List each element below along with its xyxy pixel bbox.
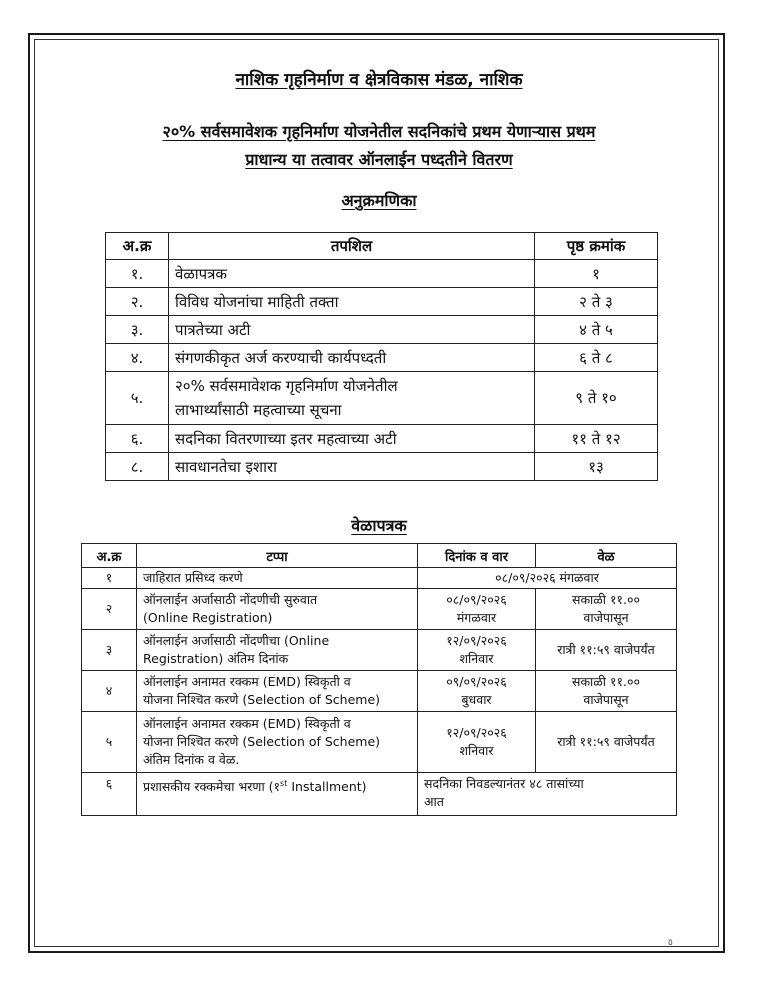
- schedule-header-no: अ.क्र: [82, 544, 137, 568]
- schedule-day: मंगळवार: [456, 610, 497, 625]
- schedule-date-time-line: आत: [424, 794, 444, 809]
- toc-detail: विविध योजनांचा माहिती तक्ता: [169, 288, 535, 316]
- schedule-time: [536, 671, 677, 712]
- schedule-date: [418, 671, 536, 712]
- schedule-date-value: ०९/०९/२०२६: [446, 674, 507, 689]
- schedule-step-line: अंतिम दिनांक व वेळ.: [143, 752, 240, 767]
- toc-page: ९ ते १०: [535, 372, 658, 425]
- schedule-no: ६: [82, 773, 137, 816]
- schedule-time-line: सकाळी ११.००: [572, 592, 640, 607]
- schedule-day: शनिवार: [459, 743, 494, 758]
- schedule-step-line: ऑनलाईन अर्जासाठी नोंदणीची सुरुवात: [143, 592, 318, 607]
- table-row: [106, 425, 658, 453]
- schedule-date: [418, 712, 536, 773]
- schedule-no: ५: [82, 712, 137, 773]
- table-row: [106, 260, 658, 288]
- schedule-step: [137, 589, 418, 630]
- schedule-date: [418, 589, 536, 630]
- schedule-step-line: ऑनलाईन अर्जासाठी नोंदणीचा (Online: [143, 633, 330, 648]
- table-row: [106, 316, 658, 344]
- toc-detail: वेळापत्रक: [169, 260, 535, 288]
- toc-header-row: [106, 233, 658, 260]
- toc-page: १३: [535, 453, 658, 481]
- schedule-no: ३: [82, 630, 137, 671]
- subtitle-line-1: २०% सर्वसमावेशक गृहनिर्माण योजनेतील सदनिकांचे प्रथम येणाऱ्यास प्रथम: [162, 122, 596, 141]
- schedule-step-line: योजना निश्चित करणे (Selection of Scheme): [143, 692, 381, 707]
- schedule-header-step: टप्पा: [137, 544, 418, 568]
- schedule-step-text: प्रशासकीय रक्कमेचा भरणा (१: [143, 779, 281, 795]
- table-row: [82, 589, 677, 630]
- toc-no: २.: [106, 288, 169, 316]
- schedule-no: २: [82, 589, 137, 630]
- toc-detail-line: लाभार्थ्यांसाठी महत्वाच्या सूचना: [175, 401, 342, 419]
- table-row: [82, 568, 677, 589]
- toc-no: ८.: [106, 453, 169, 481]
- table-row: [82, 712, 677, 773]
- table-row: [106, 288, 658, 316]
- page-title: [0, 67, 758, 90]
- schedule-step: [137, 712, 418, 773]
- table-row: [106, 453, 658, 481]
- schedule-step-superscript: st: [280, 779, 288, 788]
- schedule-no: १: [82, 568, 137, 589]
- toc-no: ४.: [106, 344, 169, 372]
- corner-mark: ٥: [668, 938, 673, 948]
- schedule-day: बुधवार: [461, 692, 492, 707]
- schedule-time: [536, 589, 677, 630]
- schedule-step: [137, 773, 418, 816]
- schedule-header-row: [82, 544, 677, 568]
- toc-heading-text: अनुक्रमणिका: [341, 191, 417, 210]
- toc-no: ६.: [106, 425, 169, 453]
- schedule-time-line: वाजेपासून: [583, 610, 629, 625]
- toc-page: ११ ते १२: [535, 425, 658, 453]
- toc-page: ६ ते ८: [535, 344, 658, 372]
- toc-header-page: पृष्ठ क्रमांक: [535, 233, 658, 260]
- schedule-step: [137, 671, 418, 712]
- schedule-step: [137, 630, 418, 671]
- schedule-header-time: वेळ: [536, 544, 677, 568]
- toc-detail: सावधानतेचा इशारा: [169, 453, 535, 481]
- table-row: [82, 630, 677, 671]
- toc-header-no: अ.क्र: [106, 233, 169, 260]
- toc-detail: संगणकीकृत अर्ज करण्याची कार्यपध्दती: [169, 344, 535, 372]
- toc-no: ५.: [106, 372, 169, 425]
- schedule-step-line: योजना निश्चित करणे (Selection of Scheme): [143, 734, 381, 749]
- toc-page: ४ ते ५: [535, 316, 658, 344]
- toc-page: १: [535, 260, 658, 288]
- schedule-date-time-line: सदनिका निवडल्यानंतर ४८ तासांच्या: [424, 776, 584, 791]
- table-row: [82, 773, 677, 816]
- toc-detail-line: २०% सर्वसमावेशक गृहनिर्माण योजनेतील: [175, 377, 398, 395]
- toc-detail: [169, 372, 535, 425]
- schedule-time: रात्री ११:५९ वाजेपर्यंत: [536, 630, 677, 671]
- page-subtitle: [0, 118, 758, 174]
- toc-heading: [0, 189, 758, 211]
- table-row: [82, 671, 677, 712]
- schedule-date-time: ०८/०९/२०२६ मंगळवार: [418, 568, 677, 589]
- schedule-date-value: १२/०९/२०२६: [446, 725, 507, 740]
- schedule-date-value: १२/०९/२०२६: [446, 633, 507, 648]
- schedule-date: [418, 630, 536, 671]
- page-title-text: नाशिक गृहनिर्माण व क्षेत्रविकास मंडळ, नाशिक: [235, 70, 523, 90]
- schedule-date-value: ०८/०९/२०२६: [446, 592, 507, 607]
- schedule-step-line: ऑनलाईन अनामत रक्कम (EMD) स्विकृती व: [143, 716, 351, 731]
- schedule-heading-text: वेळापत्रक: [351, 516, 407, 535]
- schedule-step: जाहिरात प्रसिध्द करणे: [137, 568, 418, 589]
- toc-page: २ ते ३: [535, 288, 658, 316]
- toc-header-detail: तपशिल: [169, 233, 535, 260]
- toc-detail: सदनिका वितरणाच्या इतर महत्वाच्या अटी: [169, 425, 535, 453]
- table-row: [106, 372, 658, 425]
- schedule-table: [81, 543, 677, 816]
- toc-no: १.: [106, 260, 169, 288]
- schedule-step-line: (Online Registration): [143, 610, 273, 625]
- schedule-step-text: Installment): [287, 779, 367, 795]
- schedule-time-line: सकाळी ११.००: [572, 674, 640, 689]
- schedule-date-time: [418, 773, 677, 816]
- toc-no: ३.: [106, 316, 169, 344]
- schedule-no: ४: [82, 671, 137, 712]
- schedule-step-line: ऑनलाईन अनामत रक्कम (EMD) स्विकृती व: [143, 674, 351, 689]
- subtitle-line-2: प्राधान्य या तत्वावर ऑनलाईन पध्दतीने वितरण: [245, 150, 513, 169]
- table-row: [106, 344, 658, 372]
- toc-table: [105, 232, 658, 481]
- toc-detail: पात्रतेच्या अटी: [169, 316, 535, 344]
- schedule-day: शनिवार: [459, 651, 494, 666]
- schedule-step-line: Registration) अंतिम दिनांक: [143, 651, 289, 666]
- schedule-heading: [0, 514, 758, 536]
- schedule-header-date: दिनांक व वार: [418, 544, 536, 568]
- schedule-time: रात्री ११:५९ वाजेपर्यंत: [536, 712, 677, 773]
- schedule-time-line: वाजेपासून: [583, 692, 629, 707]
